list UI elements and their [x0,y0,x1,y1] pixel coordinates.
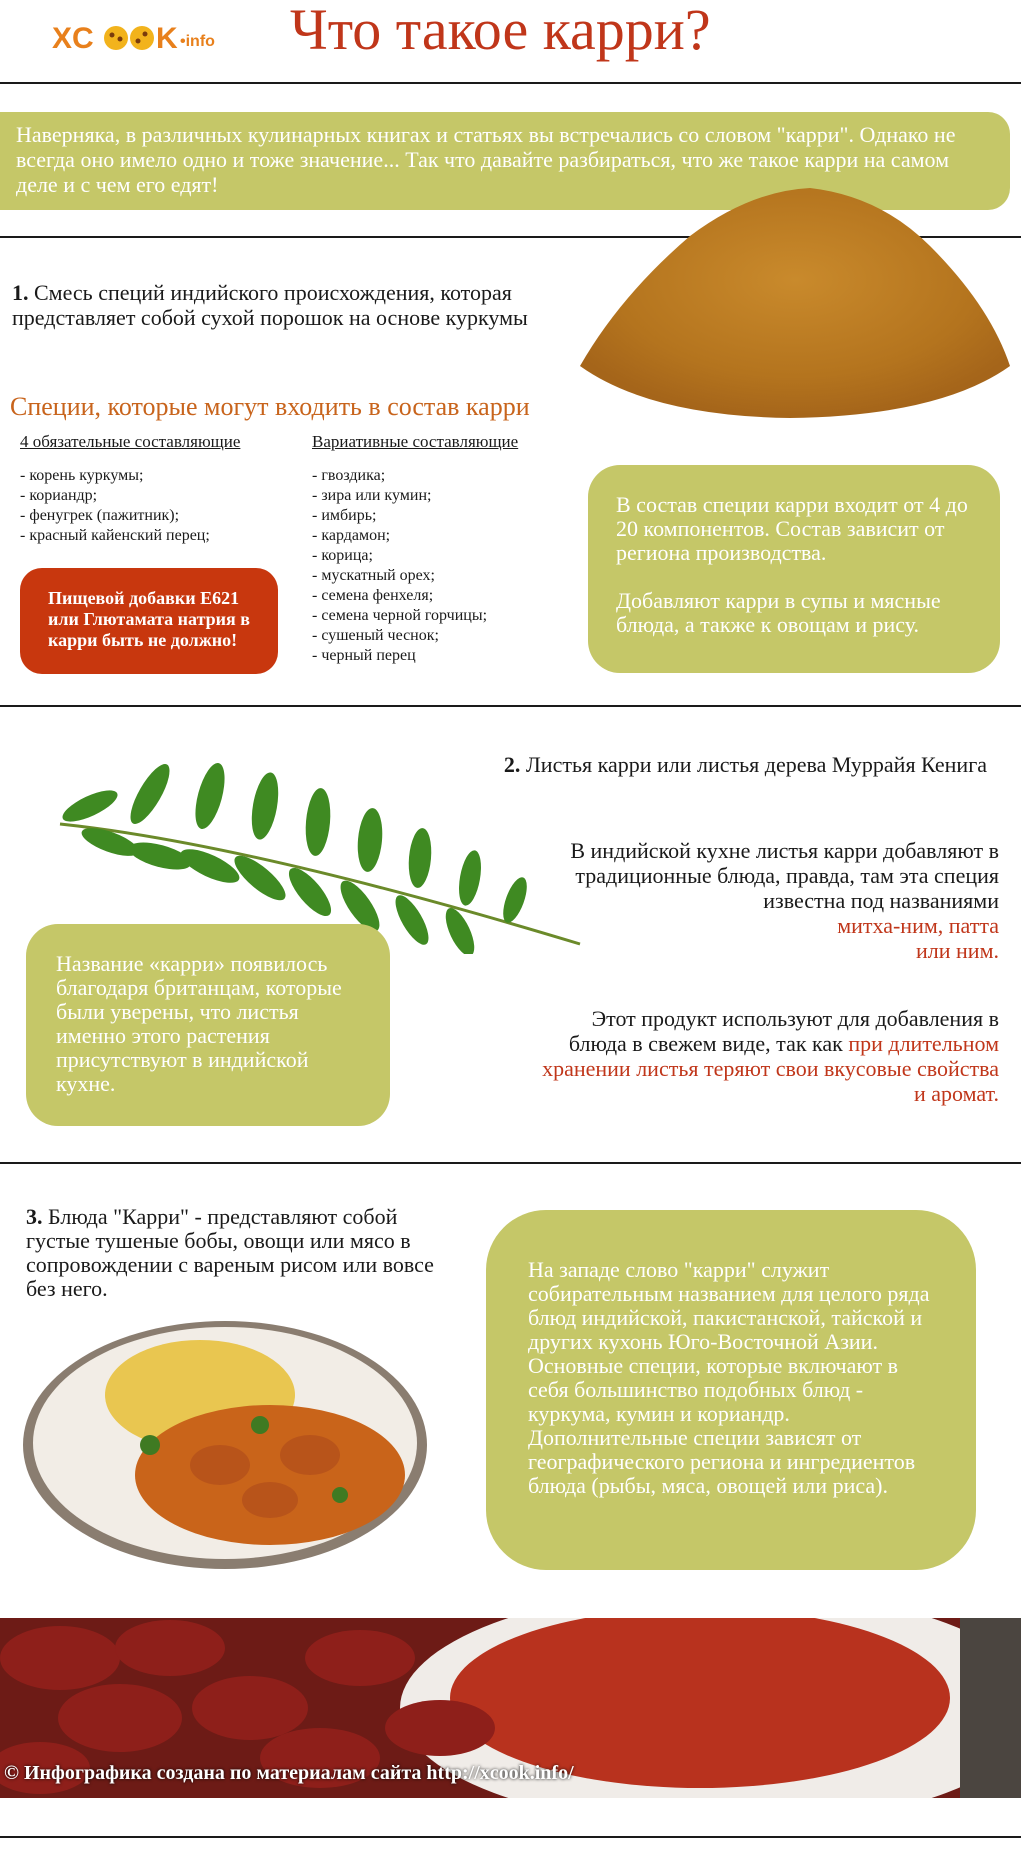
list-item: - семена фенхеля; [312,587,434,604]
optional-spices-list [312,466,518,666]
section2-title: Листья карри или листья дерева Муррайя Кенига [525,752,987,777]
svg-text:K: K [156,22,178,55]
optional-spices-title: Вариативные составляющие [312,432,519,451]
list-item: - имбирь; [312,507,377,524]
list-item: - корица; [312,547,373,564]
name-origin-info: Название «карри» появилось благодаря британцам, которые были уверены, что листья именно этого растения присутствуют в индийской кухне. [26,924,390,1126]
section2-paragraph-b [539,1006,999,1106]
curry-dish-image [20,1315,430,1575]
list-item: - черный перец [312,647,416,664]
section3-description: Блюда "Карри" - представляют собой густые тушеные бобы, овощи или мясо в сопровождении с вареным рисом или вовсе без него. [26,1204,434,1301]
spices-heading: Специи, которые могут входить в состав карри [10,392,530,421]
list-item: - семена черной горчицы; [312,607,488,624]
list-item: - корень куркумы; [20,467,144,484]
list-item: - сушеный чеснок; [312,627,439,644]
curry-composition-info [588,465,1000,673]
section1-text [12,280,572,330]
section2-storage-note: при длительном хранении листья теряют свои вкусовые свойства и аромат. [542,1031,999,1106]
section1-number: 1. [12,280,29,305]
divider [0,705,1021,707]
section2-text-a: В индийской кухне листья карри добавляют в традиционные блюда, правда, там эта специя известна под названиями [570,838,999,913]
list-item: - зира или кумин; [312,487,432,504]
section3-text [26,1205,446,1301]
divider [0,1836,1021,1838]
section2-paragraph-a [519,838,999,963]
list-item: - гвоздика; [312,467,386,484]
required-spices-list [20,466,240,546]
xcook-logo [50,14,230,60]
required-spices-title: 4 обязательные составляющие [20,432,241,451]
list-item: - кориандр; [20,487,98,504]
section2-text-b: Этот продукт используют для добавления в блюда в свежем виде, так как [568,1006,999,1056]
list-item: - красный кайенский перец; [20,527,210,544]
curry-powder-image [560,176,1020,426]
source-credit: © Инфографика создана по материалам сайта http://xcook.info/ [4,1762,574,1784]
usage-text: Добавляют карри в супы и мясные блюда, а также к овощам и рису. [616,588,941,637]
section3-number: 3. [26,1204,43,1229]
divider [0,82,1021,84]
list-item: - кардамон; [312,527,391,544]
optional-spices [312,432,518,666]
divider [0,1162,1021,1164]
composition-text: В состав специи карри входит от 4 до 20 компонентов. Состав зависит от региона производства. [616,492,968,565]
msg-warning: Пищевой добавки Е621 или Глютамата натрия в карри быть не должно! [20,568,278,674]
svg-text:XC: XC [52,22,94,55]
required-spices [20,432,240,546]
intro-banner: Наверняка, в различных кулинарных книгах и статьях вы встречались со словом "карри". Однако не всегда оно имело одно и тоже значение... Так что давайте разбираться, что же такое карри на самом деле и с чем его едят! [0,112,1010,210]
section2-names: митха-ним, патта или ним. [837,913,999,963]
section2-number: 2. [503,752,521,777]
list-item: - фенугрек (пажитник); [20,507,180,524]
western-curry-info: На западе слово "карри" служит собирательным названием для целого ряда блюд индийской, пакистанской, тайской и других кухонь Юго-Восточной Азии. Основные специи, которые включают в себя большинство подобных блюд - куркума, кумин и кориандр. Дополнительные специи зависят от географического региона и ингредиентов блюда (рыбы, мяса, овощей или риса). [486,1210,976,1570]
page-title: Что такое карри? [290,0,711,62]
svg-text:•info: •info [180,33,215,50]
section2-heading [504,752,987,778]
section1-description: Смесь специй индийского происхождения, которая представляет собой сухой порошок на основе куркумы [12,280,528,330]
list-item: - мускатный орех; [312,567,435,584]
